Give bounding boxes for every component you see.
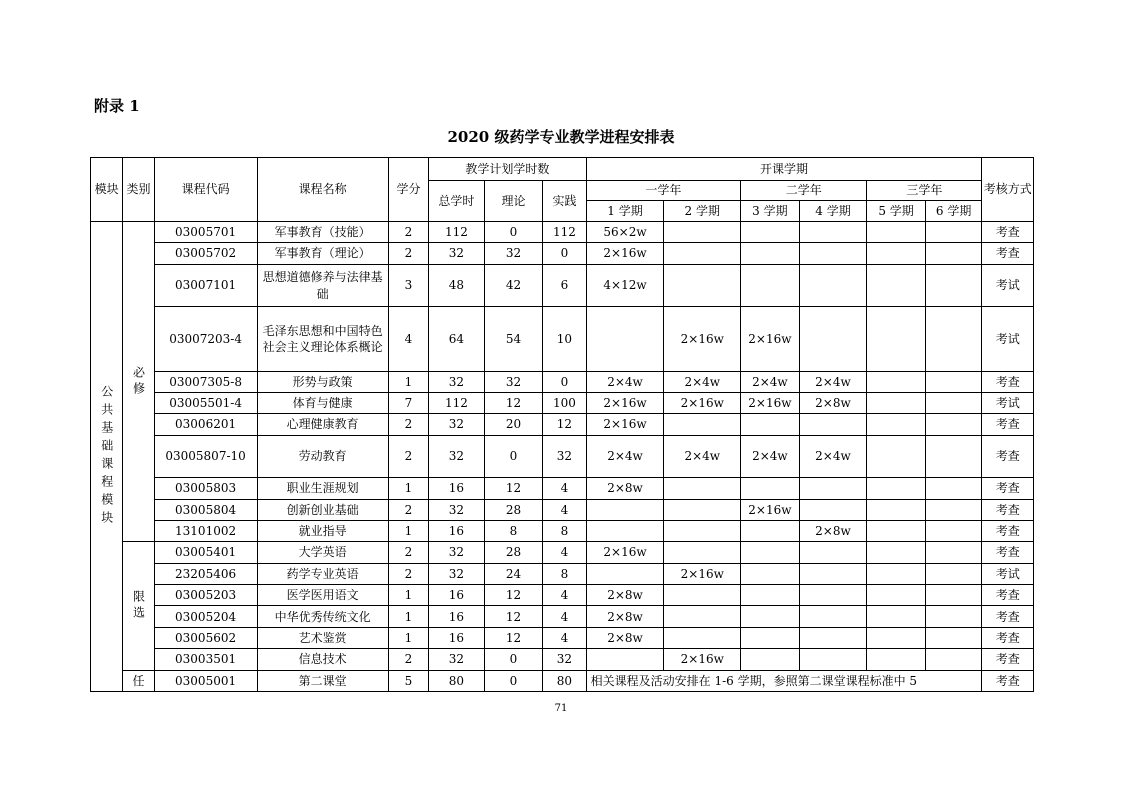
sem5-cell — [867, 414, 926, 435]
sem4-cell — [799, 563, 867, 584]
credit: 7 — [388, 392, 428, 413]
sem1-cell — [586, 521, 664, 542]
sem1-cell: 2×4w — [586, 435, 664, 478]
sem4-cell — [799, 585, 867, 606]
sem4-cell: 2×4w — [799, 435, 867, 478]
sem2-cell — [664, 478, 741, 499]
table-row — [91, 585, 1034, 606]
header-sem5: 5 学期 — [867, 201, 926, 222]
credit: 2 — [388, 222, 428, 243]
sem4-cell — [799, 499, 867, 520]
assessment: 考查 — [982, 222, 1034, 243]
assessment: 考查 — [982, 371, 1034, 392]
sem6-cell — [925, 414, 982, 435]
table-row — [91, 307, 1034, 371]
total-hours: 64 — [429, 307, 485, 371]
sem1-cell: 2×16w — [586, 392, 664, 413]
assessment: 考查 — [982, 414, 1034, 435]
sem4-cell: 2×8w — [799, 521, 867, 542]
sem4-cell — [799, 627, 867, 648]
course-name: 毛泽东思想和中国特色社会主义理论体系概论 — [257, 307, 388, 371]
sem1-cell: 2×16w — [586, 414, 664, 435]
sem6-cell — [925, 649, 982, 670]
course-name: 体育与健康 — [257, 392, 388, 413]
course-code: 03005602 — [154, 627, 257, 648]
sem1-cell: 2×8w — [586, 627, 664, 648]
header-year1: 一学年 — [586, 181, 740, 201]
sem1-cell: 2×8w — [586, 478, 664, 499]
header-sem1: 1 学期 — [586, 201, 664, 222]
course-name: 军事教育（技能） — [257, 222, 388, 243]
practice-hours: 0 — [543, 371, 586, 392]
table-row — [91, 649, 1034, 670]
course-name: 思想道德修养与法律基础 — [257, 264, 388, 307]
sem5-cell — [867, 649, 926, 670]
total-hours: 32 — [429, 542, 485, 563]
header-name: 课程名称 — [257, 158, 388, 222]
practice-hours: 4 — [543, 478, 586, 499]
theory-hours: 32 — [484, 371, 543, 392]
theory-hours: 0 — [484, 435, 543, 478]
sem3-cell — [741, 542, 800, 563]
sem5-cell — [867, 627, 926, 648]
practice-hours: 0 — [543, 243, 586, 264]
credit: 4 — [388, 307, 428, 371]
semester-note: 相关课程及活动安排在 1-6 学期，参照第二课堂课程标准中 5 — [586, 670, 982, 691]
course-name: 艺术鉴赏 — [257, 627, 388, 648]
sem2-cell: 2×16w — [664, 307, 741, 371]
credit: 3 — [388, 264, 428, 307]
practice-hours: 4 — [543, 499, 586, 520]
sem4-cell — [799, 542, 867, 563]
page-number: 71 — [554, 703, 568, 714]
sem1-cell — [586, 307, 664, 371]
sem5-cell — [867, 521, 926, 542]
sem6-cell — [925, 435, 982, 478]
table-row — [91, 371, 1034, 392]
total-hours: 80 — [429, 670, 485, 691]
sem3-cell — [741, 563, 800, 584]
sem2-cell — [664, 243, 741, 264]
sem4-cell — [799, 649, 867, 670]
sem3-cell — [741, 222, 800, 243]
practice-hours: 4 — [543, 585, 586, 606]
sem6-cell — [925, 371, 982, 392]
total-hours: 48 — [429, 264, 485, 307]
page-title: 2020 级药学专业教学进程安排表 — [447, 128, 675, 146]
sem3-cell — [741, 243, 800, 264]
sem5-cell — [867, 606, 926, 627]
total-hours: 112 — [429, 392, 485, 413]
sem3-cell — [741, 414, 800, 435]
table-row — [91, 670, 1034, 691]
credit: 2 — [388, 499, 428, 520]
theory-hours: 12 — [484, 478, 543, 499]
sem2-cell: 2×16w — [664, 392, 741, 413]
practice-hours: 8 — [543, 563, 586, 584]
table-row — [91, 414, 1034, 435]
sem1-cell: 2×8w — [586, 585, 664, 606]
credit: 1 — [388, 627, 428, 648]
table-row — [91, 435, 1034, 478]
sem4-cell — [799, 222, 867, 243]
sem2-cell — [664, 627, 741, 648]
credit: 2 — [388, 563, 428, 584]
assessment: 考查 — [982, 243, 1034, 264]
total-hours: 16 — [429, 606, 485, 627]
table-row — [91, 606, 1034, 627]
sem6-cell — [925, 606, 982, 627]
sem1-cell — [586, 563, 664, 584]
practice-hours: 4 — [543, 606, 586, 627]
sem4-cell — [799, 264, 867, 307]
sem2-cell: 2×16w — [664, 563, 741, 584]
sem2-cell: 2×4w — [664, 435, 741, 478]
course-code: 03005501-4 — [154, 392, 257, 413]
assessment: 考查 — [982, 585, 1034, 606]
sem2-cell — [664, 606, 741, 627]
header-sem3: 3 学期 — [741, 201, 800, 222]
sem2-cell: 2×4w — [664, 371, 741, 392]
credit: 1 — [388, 585, 428, 606]
course-name: 第二课堂 — [257, 670, 388, 691]
theory-hours: 24 — [484, 563, 543, 584]
theory-hours: 0 — [484, 670, 543, 691]
practice-hours: 10 — [543, 307, 586, 371]
credit: 2 — [388, 243, 428, 264]
credit: 1 — [388, 521, 428, 542]
practice-hours: 32 — [543, 435, 586, 478]
sem5-cell — [867, 478, 926, 499]
sem6-cell — [925, 478, 982, 499]
course-code: 03005803 — [154, 478, 257, 499]
assessment: 考查 — [982, 478, 1034, 499]
assessment: 考试 — [982, 264, 1034, 307]
theory-hours: 0 — [484, 649, 543, 670]
total-hours: 32 — [429, 563, 485, 584]
sem5-cell — [867, 392, 926, 413]
sem3-cell: 2×16w — [741, 499, 800, 520]
total-hours: 16 — [429, 585, 485, 606]
table-row — [91, 521, 1034, 542]
sem3-cell — [741, 264, 800, 307]
course-code: 03005203 — [154, 585, 257, 606]
course-name: 就业指导 — [257, 521, 388, 542]
assessment: 考试 — [982, 563, 1034, 584]
course-code: 13101002 — [154, 521, 257, 542]
credit: 2 — [388, 435, 428, 478]
sem6-cell — [925, 627, 982, 648]
course-name: 劳动教育 — [257, 435, 388, 478]
table-row — [91, 392, 1034, 413]
sem6-cell — [925, 392, 982, 413]
sem4-cell — [799, 606, 867, 627]
total-hours: 16 — [429, 521, 485, 542]
practice-hours: 100 — [543, 392, 586, 413]
total-hours: 16 — [429, 478, 485, 499]
sem1-cell — [586, 499, 664, 520]
sem5-cell — [867, 243, 926, 264]
assessment: 考查 — [982, 649, 1034, 670]
sem1-cell: 2×16w — [586, 243, 664, 264]
sem3-cell — [741, 521, 800, 542]
sem6-cell — [925, 563, 982, 584]
course-code: 03007305-8 — [154, 371, 257, 392]
course-name: 形势与政策 — [257, 371, 388, 392]
sem2-cell — [664, 542, 741, 563]
course-code: 03005401 — [154, 542, 257, 563]
header-semester-group: 开课学期 — [586, 158, 982, 181]
credit: 1 — [388, 371, 428, 392]
header-sem2: 2 学期 — [664, 201, 741, 222]
theory-hours: 0 — [484, 222, 543, 243]
practice-hours: 6 — [543, 264, 586, 307]
sem1-cell: 56×2w — [586, 222, 664, 243]
course-name: 创新创业基础 — [257, 499, 388, 520]
sem3-cell — [741, 478, 800, 499]
sem2-cell: 2×16w — [664, 649, 741, 670]
course-code: 03006201 — [154, 414, 257, 435]
header-sem6: 6 学期 — [925, 201, 982, 222]
sem2-cell — [664, 499, 741, 520]
course-code: 03005702 — [154, 243, 257, 264]
header-practice: 实践 — [543, 181, 586, 222]
sem6-cell — [925, 307, 982, 371]
course-code: 03005701 — [154, 222, 257, 243]
sem1-cell: 2×4w — [586, 371, 664, 392]
theory-hours: 12 — [484, 392, 543, 413]
sem6-cell — [925, 243, 982, 264]
header-code: 课程代码 — [154, 158, 257, 222]
credit: 5 — [388, 670, 428, 691]
course-name: 军事教育（理论） — [257, 243, 388, 264]
theory-hours: 54 — [484, 307, 543, 371]
appendix-label: 附录 1 — [94, 97, 140, 115]
header-total-hours: 总学时 — [429, 181, 485, 222]
assessment: 考试 — [982, 392, 1034, 413]
table-row — [91, 499, 1034, 520]
table-row — [91, 478, 1034, 499]
sem4-cell — [799, 307, 867, 371]
table-row — [91, 222, 1034, 243]
total-hours: 32 — [429, 499, 485, 520]
sem1-cell: 2×16w — [586, 542, 664, 563]
sem4-cell: 2×4w — [799, 371, 867, 392]
assessment: 考查 — [982, 542, 1034, 563]
practice-hours: 112 — [543, 222, 586, 243]
sem2-cell — [664, 264, 741, 307]
sem5-cell — [867, 371, 926, 392]
sem4-cell: 2×8w — [799, 392, 867, 413]
sem5-cell — [867, 435, 926, 478]
sem4-cell — [799, 414, 867, 435]
sem5-cell — [867, 307, 926, 371]
theory-hours: 12 — [484, 585, 543, 606]
assessment: 考查 — [982, 521, 1034, 542]
course-name: 职业生涯规划 — [257, 478, 388, 499]
sem4-cell — [799, 243, 867, 264]
header-year2: 二学年 — [741, 181, 867, 201]
course-code: 03005804 — [154, 499, 257, 520]
total-hours: 32 — [429, 435, 485, 478]
sem3-cell — [741, 585, 800, 606]
practice-hours: 12 — [543, 414, 586, 435]
credit: 1 — [388, 606, 428, 627]
practice-hours: 80 — [543, 670, 586, 691]
table-row — [91, 542, 1034, 563]
assessment: 考查 — [982, 435, 1034, 478]
sem3-cell — [741, 606, 800, 627]
sem3-cell — [741, 627, 800, 648]
course-code: 03007101 — [154, 264, 257, 307]
module-cell: 公共基础课程模块 — [91, 222, 123, 692]
practice-hours: 8 — [543, 521, 586, 542]
course-code: 03003501 — [154, 649, 257, 670]
header-hours-group: 教学计划学时数 — [429, 158, 586, 181]
sem2-cell — [664, 585, 741, 606]
total-hours: 32 — [429, 371, 485, 392]
total-hours: 32 — [429, 243, 485, 264]
total-hours: 32 — [429, 649, 485, 670]
table-row — [91, 563, 1034, 584]
sem1-cell: 4×12w — [586, 264, 664, 307]
sem3-cell — [741, 649, 800, 670]
practice-hours: 32 — [543, 649, 586, 670]
header-year3: 三学年 — [867, 181, 982, 201]
credit: 2 — [388, 649, 428, 670]
sem3-cell: 2×4w — [741, 371, 800, 392]
credit: 2 — [388, 414, 428, 435]
header-category: 类别 — [123, 158, 154, 222]
course-name: 中华优秀传统文化 — [257, 606, 388, 627]
sem3-cell: 2×16w — [741, 392, 800, 413]
course-name: 药学专业英语 — [257, 563, 388, 584]
theory-hours: 28 — [484, 499, 543, 520]
sem6-cell — [925, 264, 982, 307]
assessment: 考查 — [982, 499, 1034, 520]
sem1-cell — [586, 649, 664, 670]
sem6-cell — [925, 499, 982, 520]
practice-hours: 4 — [543, 627, 586, 648]
course-name: 心理健康教育 — [257, 414, 388, 435]
sem5-cell — [867, 542, 926, 563]
header-credit: 学分 — [388, 158, 428, 222]
category-required: 必修 — [123, 222, 154, 542]
sem6-cell — [925, 542, 982, 563]
credit: 1 — [388, 478, 428, 499]
assessment: 考查 — [982, 627, 1034, 648]
table-row — [91, 264, 1034, 307]
sem4-cell — [799, 478, 867, 499]
category-limited: 限选 — [123, 542, 154, 670]
assessment: 考试 — [982, 307, 1034, 371]
sem2-cell — [664, 414, 741, 435]
sem2-cell — [664, 521, 741, 542]
sem6-cell — [925, 222, 982, 243]
header-sem4: 4 学期 — [799, 201, 867, 222]
course-name: 信息技术 — [257, 649, 388, 670]
credit: 2 — [388, 542, 428, 563]
theory-hours: 32 — [484, 243, 543, 264]
course-code: 03007203-4 — [154, 307, 257, 371]
course-code: 23205406 — [154, 563, 257, 584]
table-row — [91, 243, 1034, 264]
total-hours: 112 — [429, 222, 485, 243]
schedule-table — [90, 157, 1034, 692]
theory-hours: 20 — [484, 414, 543, 435]
assessment: 考查 — [982, 606, 1034, 627]
header-module: 模块 — [91, 158, 123, 222]
schedule-body — [91, 222, 1034, 692]
sem5-cell — [867, 585, 926, 606]
sem3-cell: 2×16w — [741, 307, 800, 371]
total-hours: 16 — [429, 627, 485, 648]
theory-hours: 42 — [484, 264, 543, 307]
sem5-cell — [867, 499, 926, 520]
header-theory: 理论 — [484, 181, 543, 222]
sem6-cell — [925, 585, 982, 606]
theory-hours: 8 — [484, 521, 543, 542]
course-code: 03005807-10 — [154, 435, 257, 478]
theory-hours: 12 — [484, 627, 543, 648]
course-code: 03005204 — [154, 606, 257, 627]
total-hours: 32 — [429, 414, 485, 435]
theory-hours: 12 — [484, 606, 543, 627]
course-name: 大学英语 — [257, 542, 388, 563]
sem6-cell — [925, 521, 982, 542]
category-optional: 任 — [123, 670, 154, 691]
practice-hours: 4 — [543, 542, 586, 563]
sem3-cell: 2×4w — [741, 435, 800, 478]
sem2-cell — [664, 222, 741, 243]
sem1-cell: 2×8w — [586, 606, 664, 627]
course-name: 医学医用语文 — [257, 585, 388, 606]
sem5-cell — [867, 264, 926, 307]
theory-hours: 28 — [484, 542, 543, 563]
assessment: 考查 — [982, 670, 1034, 691]
header-assessment: 考核方式 — [982, 158, 1034, 222]
sem5-cell — [867, 222, 926, 243]
course-code: 03005001 — [154, 670, 257, 691]
table-row — [91, 627, 1034, 648]
sem5-cell — [867, 563, 926, 584]
